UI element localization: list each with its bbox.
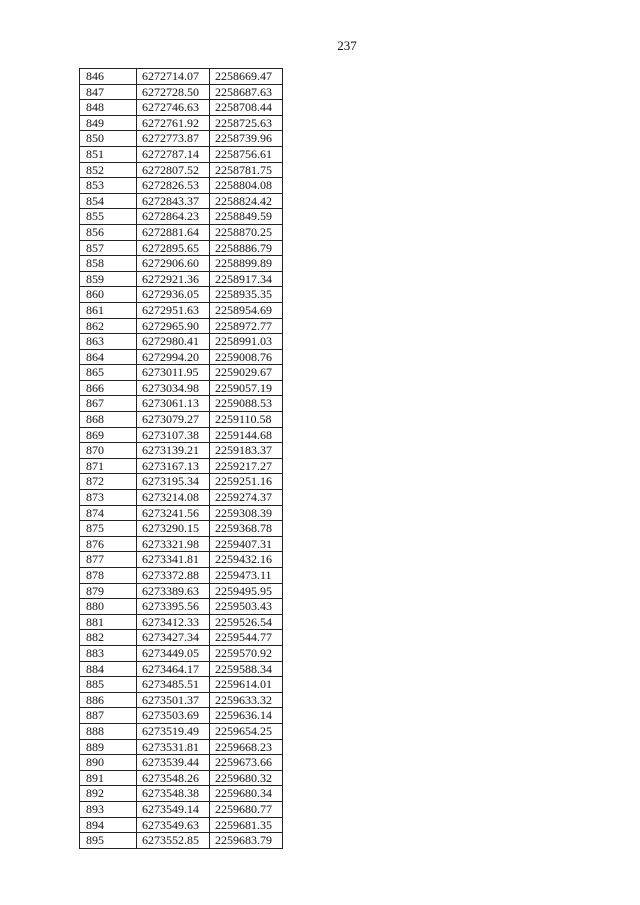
y-coordinate-cell: 2259614.01 xyxy=(210,677,283,693)
x-coordinate-cell: 6273503.69 xyxy=(137,708,210,724)
y-coordinate-cell: 2258972.77 xyxy=(210,318,283,334)
table-row xyxy=(80,568,283,584)
point-number-cell: 874 xyxy=(80,505,137,521)
table-row xyxy=(80,427,283,443)
y-coordinate-cell: 2259308.39 xyxy=(210,505,283,521)
x-coordinate-cell: 6273552.85 xyxy=(137,833,210,849)
point-number-cell: 886 xyxy=(80,692,137,708)
table-row xyxy=(80,365,283,381)
point-number-cell: 890 xyxy=(80,755,137,771)
x-coordinate-cell: 6273412.33 xyxy=(137,614,210,630)
y-coordinate-cell: 2259144.68 xyxy=(210,427,283,443)
x-coordinate-cell: 6273079.27 xyxy=(137,412,210,428)
point-number-cell: 859 xyxy=(80,271,137,287)
point-number-cell: 880 xyxy=(80,599,137,615)
y-coordinate-cell: 2259183.37 xyxy=(210,443,283,459)
table-row xyxy=(80,739,283,755)
point-number-cell: 869 xyxy=(80,427,137,443)
y-coordinate-cell: 2259088.53 xyxy=(210,396,283,412)
x-coordinate-cell: 6273290.15 xyxy=(137,521,210,537)
table-row xyxy=(80,318,283,334)
point-number-cell: 879 xyxy=(80,583,137,599)
point-number-cell: 854 xyxy=(80,193,137,209)
y-coordinate-cell: 2259683.79 xyxy=(210,833,283,849)
x-coordinate-cell: 6273395.56 xyxy=(137,599,210,615)
y-coordinate-cell: 2258935.35 xyxy=(210,287,283,303)
y-coordinate-cell: 2259008.76 xyxy=(210,349,283,365)
y-coordinate-cell: 2259544.77 xyxy=(210,630,283,646)
table-row xyxy=(80,817,283,833)
y-coordinate-cell: 2259636.14 xyxy=(210,708,283,724)
x-coordinate-cell: 6273548.26 xyxy=(137,770,210,786)
point-number-cell: 884 xyxy=(80,661,137,677)
x-coordinate-cell: 6272921.36 xyxy=(137,271,210,287)
table-row xyxy=(80,209,283,225)
table-row xyxy=(80,302,283,318)
point-number-cell: 851 xyxy=(80,146,137,162)
y-coordinate-cell: 2259570.92 xyxy=(210,645,283,661)
page-number: 237 xyxy=(337,38,357,53)
point-number-cell: 855 xyxy=(80,209,137,225)
x-coordinate-cell: 6272787.14 xyxy=(137,146,210,162)
table-row xyxy=(80,224,283,240)
x-coordinate-cell: 6273449.05 xyxy=(137,645,210,661)
x-coordinate-cell: 6273011.95 xyxy=(137,365,210,381)
x-coordinate-cell: 6273341.81 xyxy=(137,552,210,568)
table-row xyxy=(80,240,283,256)
x-coordinate-cell: 6273389.63 xyxy=(137,583,210,599)
x-coordinate-cell: 6272843.37 xyxy=(137,193,210,209)
table-row xyxy=(80,193,283,209)
point-number-cell: 867 xyxy=(80,396,137,412)
y-coordinate-cell: 2259217.27 xyxy=(210,458,283,474)
table-row xyxy=(80,69,283,85)
point-number-cell: 888 xyxy=(80,723,137,739)
point-number-cell: 891 xyxy=(80,770,137,786)
x-coordinate-cell: 6273549.14 xyxy=(137,801,210,817)
x-coordinate-cell: 6273107.38 xyxy=(137,427,210,443)
point-number-cell: 864 xyxy=(80,349,137,365)
point-number-cell: 848 xyxy=(80,100,137,116)
point-number-cell: 876 xyxy=(80,536,137,552)
y-coordinate-cell: 2258824.42 xyxy=(210,193,283,209)
y-coordinate-cell: 2258991.03 xyxy=(210,334,283,350)
point-number-cell: 878 xyxy=(80,568,137,584)
point-number-cell: 872 xyxy=(80,474,137,490)
y-coordinate-cell: 2258781.75 xyxy=(210,162,283,178)
table-row xyxy=(80,380,283,396)
point-number-cell: 894 xyxy=(80,817,137,833)
x-coordinate-cell: 6273464.17 xyxy=(137,661,210,677)
table-row xyxy=(80,521,283,537)
point-number-cell: 847 xyxy=(80,84,137,100)
point-number-cell: 852 xyxy=(80,162,137,178)
y-coordinate-cell: 2259633.32 xyxy=(210,692,283,708)
y-coordinate-cell: 2258870.25 xyxy=(210,224,283,240)
y-coordinate-cell: 2259680.77 xyxy=(210,801,283,817)
x-coordinate-cell: 6273548.38 xyxy=(137,786,210,802)
table-row xyxy=(80,786,283,802)
y-coordinate-cell: 2258739.96 xyxy=(210,131,283,147)
x-coordinate-cell: 6272895.65 xyxy=(137,240,210,256)
point-number-cell: 857 xyxy=(80,240,137,256)
y-coordinate-cell: 2258687.63 xyxy=(210,84,283,100)
y-coordinate-cell: 2259680.34 xyxy=(210,786,283,802)
y-coordinate-cell: 2259473.11 xyxy=(210,568,283,584)
point-number-cell: 895 xyxy=(80,833,137,849)
x-coordinate-cell: 6272881.64 xyxy=(137,224,210,240)
table-row xyxy=(80,162,283,178)
x-coordinate-cell: 6273321.98 xyxy=(137,536,210,552)
y-coordinate-cell: 2259588.34 xyxy=(210,661,283,677)
point-number-cell: 883 xyxy=(80,645,137,661)
table-row xyxy=(80,412,283,428)
table-row xyxy=(80,645,283,661)
point-number-cell: 849 xyxy=(80,115,137,131)
point-number-cell: 885 xyxy=(80,677,137,693)
y-coordinate-cell: 2258917.34 xyxy=(210,271,283,287)
x-coordinate-cell: 6273519.49 xyxy=(137,723,210,739)
x-coordinate-cell: 6272746.63 xyxy=(137,100,210,116)
y-coordinate-cell: 2259368.78 xyxy=(210,521,283,537)
table-row xyxy=(80,131,283,147)
point-number-cell: 870 xyxy=(80,443,137,459)
table-row xyxy=(80,396,283,412)
y-coordinate-cell: 2258725.63 xyxy=(210,115,283,131)
x-coordinate-cell: 6272965.90 xyxy=(137,318,210,334)
x-coordinate-cell: 6272807.52 xyxy=(137,162,210,178)
x-coordinate-cell: 6273167.13 xyxy=(137,458,210,474)
point-number-cell: 861 xyxy=(80,302,137,318)
x-coordinate-cell: 6272826.53 xyxy=(137,178,210,194)
point-number-cell: 858 xyxy=(80,256,137,272)
table-row xyxy=(80,801,283,817)
point-number-cell: 866 xyxy=(80,380,137,396)
y-coordinate-cell: 2259503.43 xyxy=(210,599,283,615)
table-row xyxy=(80,677,283,693)
x-coordinate-cell: 6272951.63 xyxy=(137,302,210,318)
table-row xyxy=(80,146,283,162)
x-coordinate-cell: 6273372.88 xyxy=(137,568,210,584)
x-coordinate-cell: 6273485.51 xyxy=(137,677,210,693)
point-number-cell: 873 xyxy=(80,490,137,506)
point-number-cell: 850 xyxy=(80,131,137,147)
table-row xyxy=(80,770,283,786)
table-row xyxy=(80,614,283,630)
point-number-cell: 863 xyxy=(80,334,137,350)
y-coordinate-cell: 2259110.58 xyxy=(210,412,283,428)
point-number-cell: 865 xyxy=(80,365,137,381)
table-row xyxy=(80,271,283,287)
x-coordinate-cell: 6273241.56 xyxy=(137,505,210,521)
y-coordinate-cell: 2259274.37 xyxy=(210,490,283,506)
x-coordinate-cell: 6273139.21 xyxy=(137,443,210,459)
table-row xyxy=(80,552,283,568)
x-coordinate-cell: 6273501.37 xyxy=(137,692,210,708)
table-row xyxy=(80,505,283,521)
table-row xyxy=(80,474,283,490)
coordinates-table-body xyxy=(80,69,283,849)
y-coordinate-cell: 2259251.16 xyxy=(210,474,283,490)
point-number-cell: 889 xyxy=(80,739,137,755)
x-coordinate-cell: 6272936.05 xyxy=(137,287,210,303)
point-number-cell: 877 xyxy=(80,552,137,568)
point-number-cell: 853 xyxy=(80,178,137,194)
x-coordinate-cell: 6272773.87 xyxy=(137,131,210,147)
y-coordinate-cell: 2259673.66 xyxy=(210,755,283,771)
x-coordinate-cell: 6273061.13 xyxy=(137,396,210,412)
coordinates-table xyxy=(79,68,283,849)
x-coordinate-cell: 6273427.34 xyxy=(137,630,210,646)
x-coordinate-cell: 6273531.81 xyxy=(137,739,210,755)
y-coordinate-cell: 2259668.23 xyxy=(210,739,283,755)
x-coordinate-cell: 6272980.41 xyxy=(137,334,210,350)
point-number-cell: 887 xyxy=(80,708,137,724)
x-coordinate-cell: 6273214.08 xyxy=(137,490,210,506)
table-row xyxy=(80,178,283,194)
y-coordinate-cell: 2258804.08 xyxy=(210,178,283,194)
point-number-cell: 882 xyxy=(80,630,137,646)
table-row xyxy=(80,115,283,131)
y-coordinate-cell: 2259495.95 xyxy=(210,583,283,599)
point-number-cell: 868 xyxy=(80,412,137,428)
point-number-cell: 892 xyxy=(80,786,137,802)
x-coordinate-cell: 6273539.44 xyxy=(137,755,210,771)
point-number-cell: 862 xyxy=(80,318,137,334)
table-row xyxy=(80,443,283,459)
table-row xyxy=(80,100,283,116)
table-row xyxy=(80,490,283,506)
table-row xyxy=(80,287,283,303)
y-coordinate-cell: 2258756.61 xyxy=(210,146,283,162)
x-coordinate-cell: 6272864.23 xyxy=(137,209,210,225)
table-row xyxy=(80,349,283,365)
y-coordinate-cell: 2258669.47 xyxy=(210,69,283,85)
x-coordinate-cell: 6272906.60 xyxy=(137,256,210,272)
table-row xyxy=(80,583,283,599)
x-coordinate-cell: 6273034.98 xyxy=(137,380,210,396)
point-number-cell: 875 xyxy=(80,521,137,537)
y-coordinate-cell: 2259681.35 xyxy=(210,817,283,833)
table-row xyxy=(80,536,283,552)
x-coordinate-cell: 6273195.34 xyxy=(137,474,210,490)
table-row xyxy=(80,599,283,615)
y-coordinate-cell: 2259057.19 xyxy=(210,380,283,396)
table-row xyxy=(80,84,283,100)
table-row xyxy=(80,833,283,849)
x-coordinate-cell: 6273549.63 xyxy=(137,817,210,833)
table-row xyxy=(80,708,283,724)
y-coordinate-cell: 2258886.79 xyxy=(210,240,283,256)
y-coordinate-cell: 2259680.32 xyxy=(210,770,283,786)
point-number-cell: 856 xyxy=(80,224,137,240)
table-row xyxy=(80,458,283,474)
point-number-cell: 846 xyxy=(80,69,137,85)
y-coordinate-cell: 2258899.89 xyxy=(210,256,283,272)
y-coordinate-cell: 2258708.44 xyxy=(210,100,283,116)
x-coordinate-cell: 6272761.92 xyxy=(137,115,210,131)
y-coordinate-cell: 2259407.31 xyxy=(210,536,283,552)
point-number-cell: 881 xyxy=(80,614,137,630)
y-coordinate-cell: 2259432.16 xyxy=(210,552,283,568)
table-row xyxy=(80,755,283,771)
y-coordinate-cell: 2259526.54 xyxy=(210,614,283,630)
table-row xyxy=(80,723,283,739)
y-coordinate-cell: 2259029.67 xyxy=(210,365,283,381)
table-row xyxy=(80,692,283,708)
x-coordinate-cell: 6272714.07 xyxy=(137,69,210,85)
point-number-cell: 871 xyxy=(80,458,137,474)
table-row xyxy=(80,661,283,677)
y-coordinate-cell: 2258849.59 xyxy=(210,209,283,225)
table-row xyxy=(80,630,283,646)
table-row xyxy=(80,256,283,272)
table-row xyxy=(80,334,283,350)
point-number-cell: 860 xyxy=(80,287,137,303)
x-coordinate-cell: 6272728.50 xyxy=(137,84,210,100)
y-coordinate-cell: 2258954.69 xyxy=(210,302,283,318)
x-coordinate-cell: 6272994.20 xyxy=(137,349,210,365)
y-coordinate-cell: 2259654.25 xyxy=(210,723,283,739)
point-number-cell: 893 xyxy=(80,801,137,817)
